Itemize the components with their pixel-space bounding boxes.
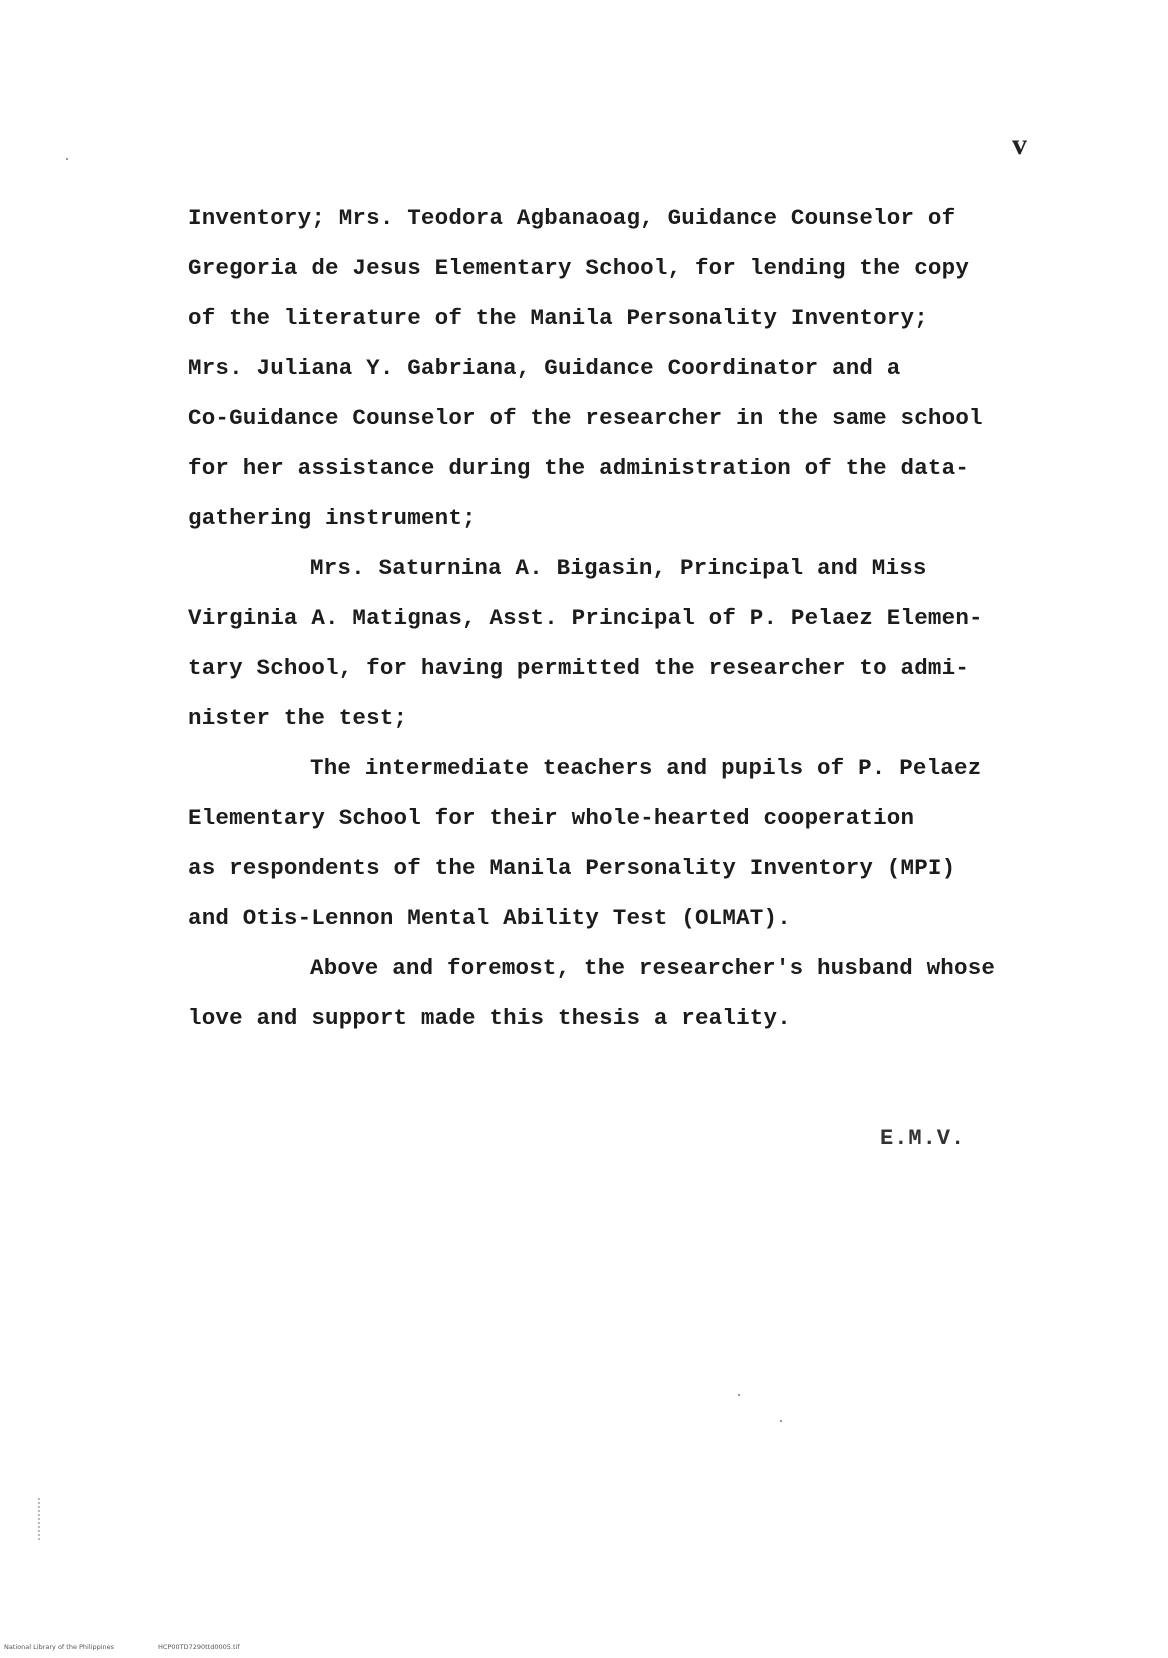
page-number: v bbox=[1012, 128, 1027, 161]
text-line: for her assistance during the administration of the data- bbox=[188, 455, 970, 481]
text-line: Gregoria de Jesus Elementary School, for lending the copy bbox=[188, 255, 970, 281]
text-line: love and support made this thesis a reality. bbox=[188, 1005, 791, 1031]
scan-margin-marks bbox=[38, 1498, 42, 1540]
text-line: nister the test; bbox=[188, 705, 408, 731]
text-line: Co-Guidance Counselor of the researcher in the same school bbox=[188, 405, 983, 431]
author-initials: E.M.V. bbox=[880, 1126, 966, 1151]
scan-speck bbox=[738, 1394, 740, 1396]
text-line: Virginia A. Matignas, Asst. Principal of P. Pelaez Elemen- bbox=[188, 605, 983, 631]
text-line: tary School, for having permitted the researcher to admi- bbox=[188, 655, 970, 681]
text-line: Inventory; Mrs. Teodora Agbanaoag, Guidance Counselor of bbox=[188, 205, 956, 231]
text-line: Mrs. Juliana Y. Gabriana, Guidance Coordinator and a bbox=[188, 355, 901, 381]
text-line: of the literature of the Manila Personality Inventory; bbox=[188, 305, 928, 331]
text-line: as respondents of the Manila Personality Inventory (MPI) bbox=[188, 855, 956, 881]
text-line: Elementary School for their whole-hearted cooperation bbox=[188, 805, 915, 831]
library-credit: National Library of the Philippines bbox=[4, 1643, 115, 1651]
scan-filename: HCP00TD7290ttd0005.tif bbox=[158, 1643, 240, 1651]
text-line: and Otis-Lennon Mental Ability Test (OLMAT). bbox=[188, 905, 791, 931]
paragraph-first-line: The intermediate teachers and pupils of P. Pelaez bbox=[310, 755, 982, 781]
scan-speck bbox=[780, 1420, 782, 1422]
paragraph-first-line: Above and foremost, the researcher's husband whose bbox=[310, 955, 996, 981]
scan-speck bbox=[66, 158, 68, 160]
acknowledgment-body bbox=[188, 193, 1068, 1043]
text-line: gathering instrument; bbox=[188, 505, 476, 531]
paragraph-first-line: Mrs. Saturnina A. Bigasin, Principal and Miss bbox=[310, 555, 927, 581]
